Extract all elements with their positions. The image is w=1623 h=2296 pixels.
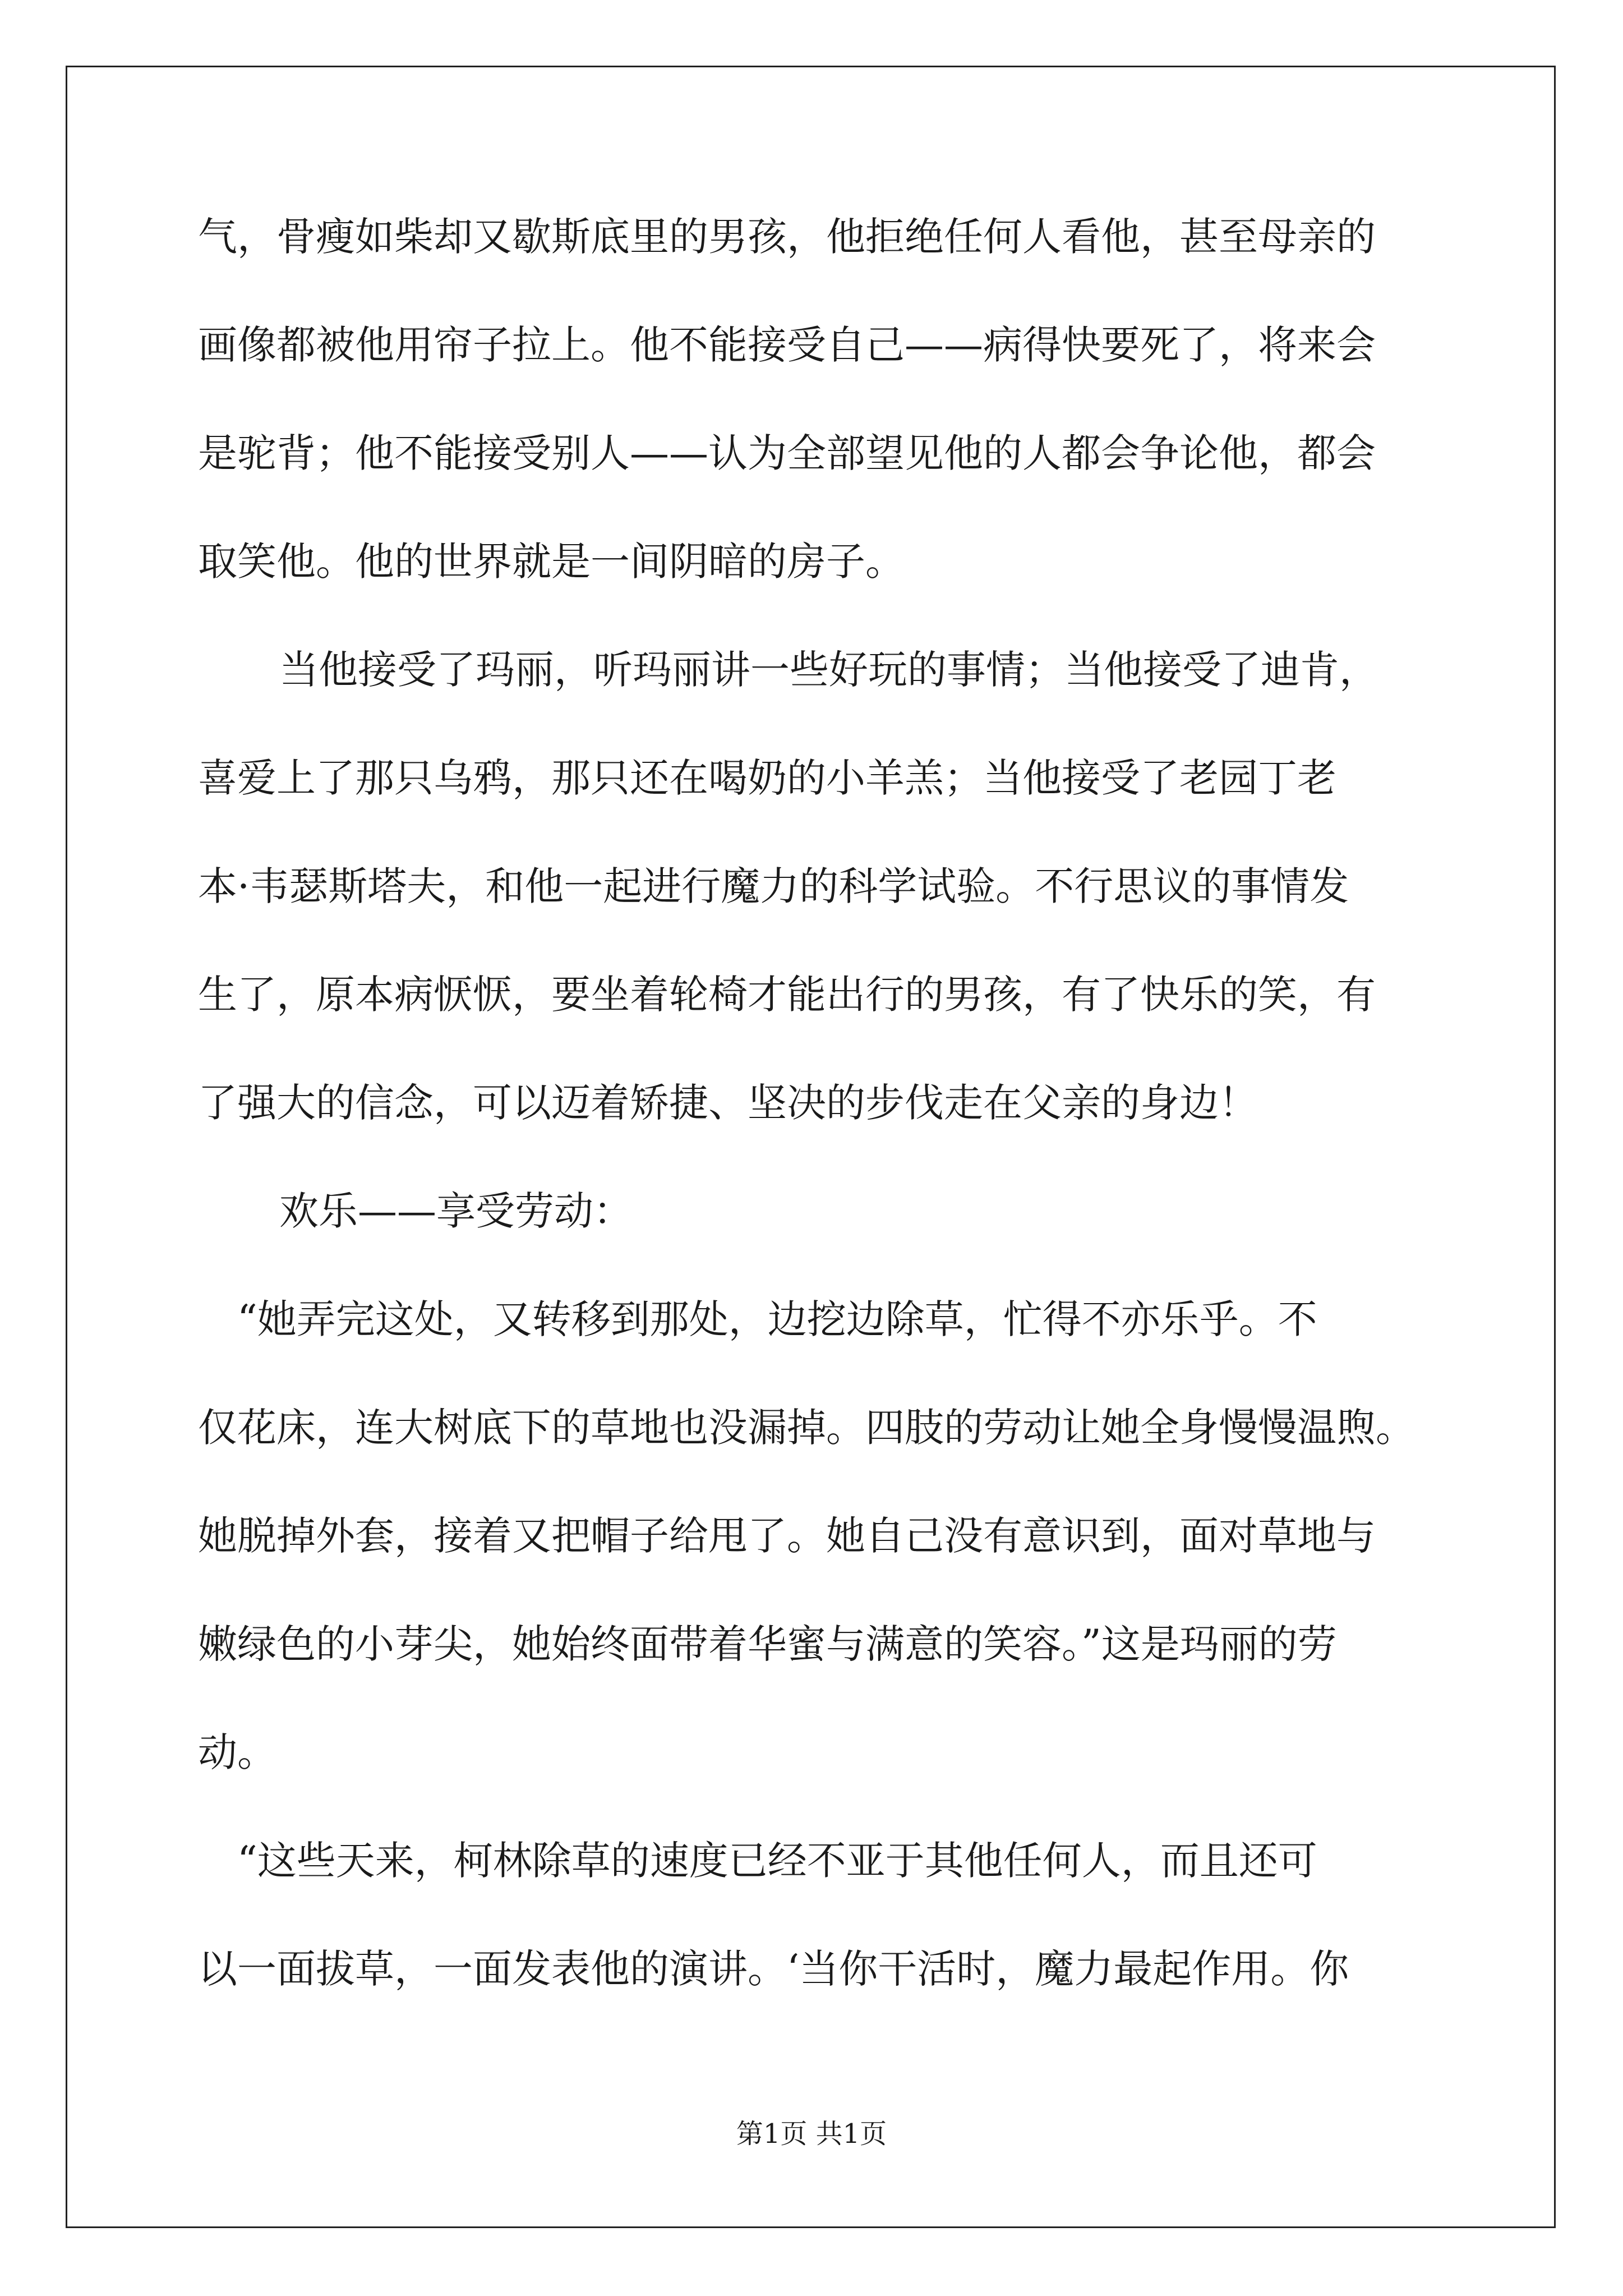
text-line: 嫩绿色的小芽尖，她始终面带着华蜜与满意的笑容。”这是玛丽的劳	[198, 1621, 1337, 1667]
section-heading: 欢乐——享受劳动：	[279, 1188, 633, 1234]
text-line: “她弄完这处，又转移到那处，边挖边除草，忙得不亦乐乎。不	[237, 1296, 1317, 1342]
text-line: 本·韦瑟斯塔夫，和他一起进行魔力的科学试验。不行思议的事情发	[198, 863, 1349, 909]
text-line: 喜爱上了那只乌鸦，那只还在喝奶的小羊羔；当他接受了老园丁老	[198, 755, 1336, 801]
page-border	[66, 66, 1556, 2228]
text-line: 仅花床，连大树底下的草地也没漏掉。四肢的劳动让她全身慢慢温煦。	[198, 1405, 1415, 1451]
text-line: 是驼背；他不能接受别人——认为全部望见他的人都会争论他，都会	[198, 430, 1376, 476]
text-line: 了强大的信念，可以迈着矫捷、坚决的步伐走在父亲的身边！	[198, 1080, 1258, 1126]
text-line: 动。	[198, 1729, 276, 1775]
text-line: 以一面拔草，一面发表他的演讲。‘当你干活时，魔力最起作用。你	[198, 1946, 1349, 1992]
page-number: 第1页 共1页	[736, 2118, 887, 2150]
text-line: 取笑他。他的世界就是一间阴暗的房子。	[198, 539, 905, 585]
text-line: 她脱掉外套，接着又把帽子给甩了。她自己没有意识到，面对草地与	[198, 1513, 1376, 1559]
text-line: 气，骨瘦如柴却又歇斯底里的男孩，他拒绝任何人看他，甚至母亲的	[198, 214, 1376, 260]
text-line: 当他接受了玛丽，听玛丽讲一些好玩的事情；当他接受了迪肯，	[279, 647, 1378, 693]
text-line: 生了，原本病恹恹，要坐着轮椅才能出行的男孩，有了快乐的笑，有	[198, 972, 1376, 1018]
text-line: “这些天来，柯林除草的速度已经不亚于其他任何人，而且还可	[237, 1838, 1317, 1884]
text-line: 画像都被他用帘子拉上。他不能接受自己——病得快要死了，将来会	[198, 322, 1376, 368]
